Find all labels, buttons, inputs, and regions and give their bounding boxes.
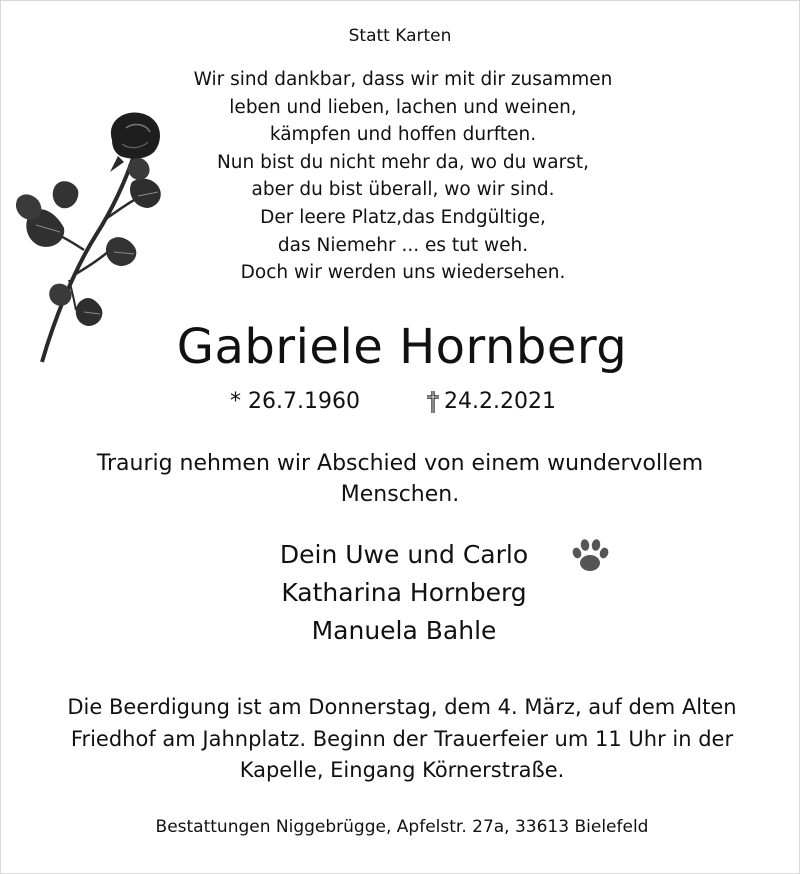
poem — [100, 66, 706, 287]
message-line: Menschen. — [340, 482, 460, 507]
funeral-line: Kapelle, Eingang Körnerstraße. — [239, 758, 565, 782]
deceased-name: Gabriele Hornberg — [176, 319, 628, 375]
funeral-line: Friedhof am Jahnplatz. Beginn der Trauerfeier um 11 Uhr in der — [70, 726, 734, 751]
funeral-line: Die Beerdigung ist am Donnerstag, dem 4. März, auf dem Alten — [67, 695, 737, 719]
death-date-group — [424, 388, 556, 416]
funeral-info — [2, 692, 800, 787]
signer-name: Dein Uwe und Carlo — [279, 540, 529, 569]
undertaker-footer: Bestattungen Niggebrügge, Apfelstr. 27a, 33613 Bielefeld — [155, 817, 649, 837]
signer: Manuela Bahle — [311, 616, 497, 645]
farewell-message — [0, 448, 800, 510]
birth-date: * 26.7.1960 — [230, 389, 360, 414]
poem-line: leben und lieben, lachen und weinen, — [229, 96, 577, 118]
paw-print-icon — [570, 536, 610, 574]
death-date: 24.2.2021 — [444, 389, 556, 414]
poem-line: Doch wir werden uns wiedersehen. — [240, 262, 566, 284]
signers — [4, 536, 800, 650]
cross-icon — [424, 389, 442, 415]
poem-line: Nun bist du nicht mehr da, wo du warst, — [216, 151, 590, 173]
header-text: Statt Karten — [348, 26, 452, 46]
poem-line: kämpfen und hoffen durften. — [269, 124, 537, 146]
signer — [4, 536, 800, 574]
signer: Katharina Hornberg — [281, 578, 527, 607]
poem-line: aber du bist überall, wo wir sind. — [251, 179, 555, 201]
poem-line: das Niemehr ... es tut weh. — [277, 234, 529, 256]
poem-line: Der leere Platz,das Endgültige, — [260, 206, 546, 228]
poem-line: Wir sind dankbar, dass wir mit dir zusammen — [193, 69, 613, 90]
message-line: Traurig nehmen wir Abschied von einem wundervollem — [96, 451, 704, 476]
